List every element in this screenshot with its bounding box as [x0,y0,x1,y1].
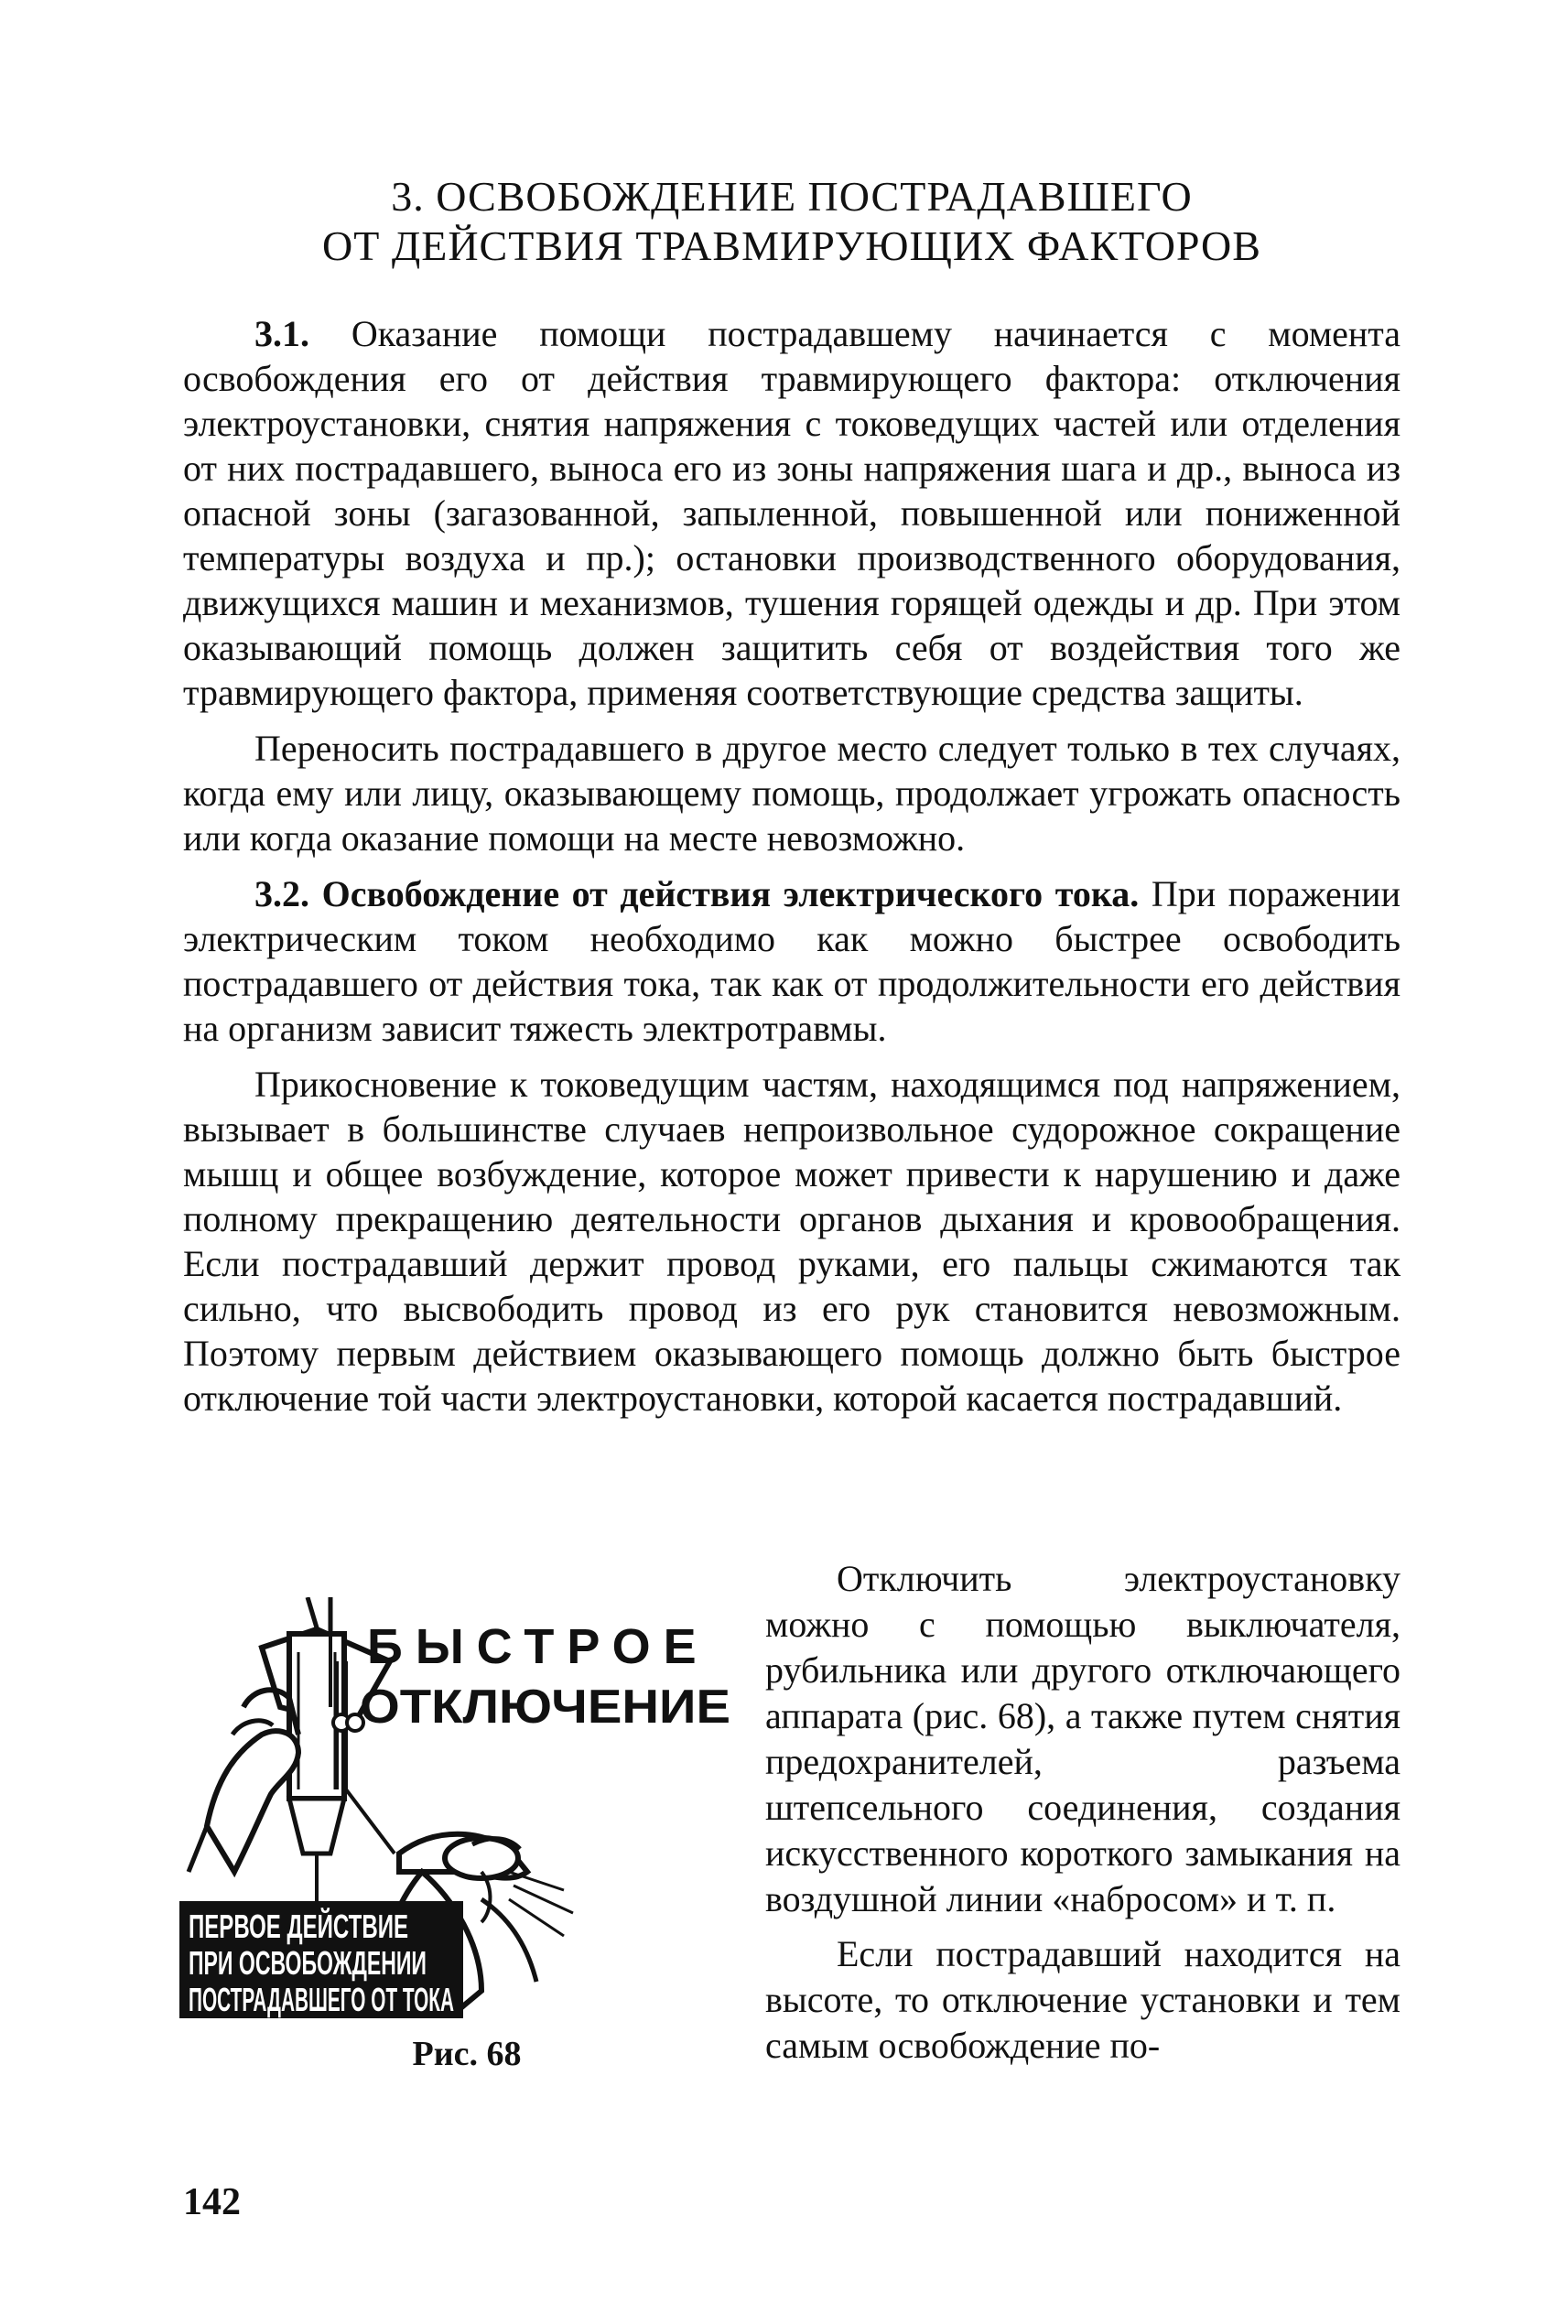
paragraph-3-2-text: При поражении электрическим током необходимо как можно быстрее освободить пострадавшего от действия тока, так как от продолжительности его действия на организм зависит тяжесть электротравмы. [183,873,1400,1049]
poster-banner-line-3: ПОСТРАДАВШЕГО ОТ ТОКА [189,1981,454,2018]
chapter-heading-line-2: ОТ ДЕЙСТВИЯ ТРАВМИРУЮЩИХ ФАКТОРОВ [322,222,1261,269]
poster-title-line-2: ОТКЛЮЧЕНИЕ [360,1681,730,1734]
paragraph-3-1 [183,311,1400,715]
paragraph-3-2 [183,871,1400,1051]
page-number: 142 [183,2181,241,2223]
figure-caption: Рис. 68 [412,2035,522,2073]
section-number-3-1: 3.1. [254,313,309,354]
hand-illustration [189,1690,298,1872]
paragraph-3-1-text: Оказание помощи пострадавшему начинается с момента освобождения его от действия травмирующего фактора: отключения электроустановки, снятия напряжения с токоведущих частей или отделения от них пострадавшего, выноса его из зоны напряжения шага и др., выноса из опасной зоны (загазованной, запыленной, повышенной или пониженной температуры воздуха и пр.); остановки производственного оборудования, движущихся машин и механизмов, тушения горящей одежды и др. При этом оказывающий помощь должен защитить себя от воздействия того же травмирующего фактора, применяя соответствующие средства защиты. [183,313,1401,713]
right-column-text [765,1556,1400,2078]
poster-banner [179,1901,518,2018]
paragraph-disconnect: Отключить электроустановку можно с помощью выключателя, рубильника или другого отключающего аппарата (рис. 68), а также путем снятия предохранителей, разъема штепсельного соединения, создания искусственного короткого замыкания на воздушной линии «набросом» и т. п. [765,1558,1400,1919]
chapter-heading-line-1: 3. ОСВОБОЖДЕНИЕ ПОСТРАДАВШЕГО [391,173,1193,220]
paragraph-transfer: Переносить пострадавшего в другое место следует только в тех случаях, когда ему или лицу, оказывающему помощь, продолжает угрожать опасность или когда оказание помощи на месте невозможно. [183,728,1400,859]
poster-banner-line-2: ПРИ ОСВОБОЖДЕНИИ [189,1944,427,1982]
figure-68-poster [179,1597,738,2020]
poster-illustration [179,1597,738,2020]
paragraph-height: Если пострадавший находится на высоте, то отключение установки и тем самым освобождение по- [765,1933,1400,2066]
main-text [183,311,1400,1432]
poster-title-line-1: БЫСТРОЕ [367,1619,709,1674]
poster-banner-line-1: ПЕРВОЕ ДЕЙСТВИЕ [189,1908,518,1945]
section-heading-3-2: 3.2. Освобождение от действия электрического тока. [254,873,1140,914]
paragraph-contact: Прикосновение к токоведущим частям, находящимся под напряжением, вызывает в большинстве случаев непроизвольное судорожное сокращение мышц и общее возбуждение, которое может привести к нарушению и даже полному прекращению деятельности органов дыхания и кровообращения. Если пострадавший держит провод руками, его пальцы сжимаются так сильно, что высвободить провод из его рук становится невозможным. Поэтому первым действием оказывающего помощь должно быть быстрое отключение той части электроустановки, которой касается пострадавший. [183,1064,1400,1419]
chapter-heading [183,172,1400,271]
